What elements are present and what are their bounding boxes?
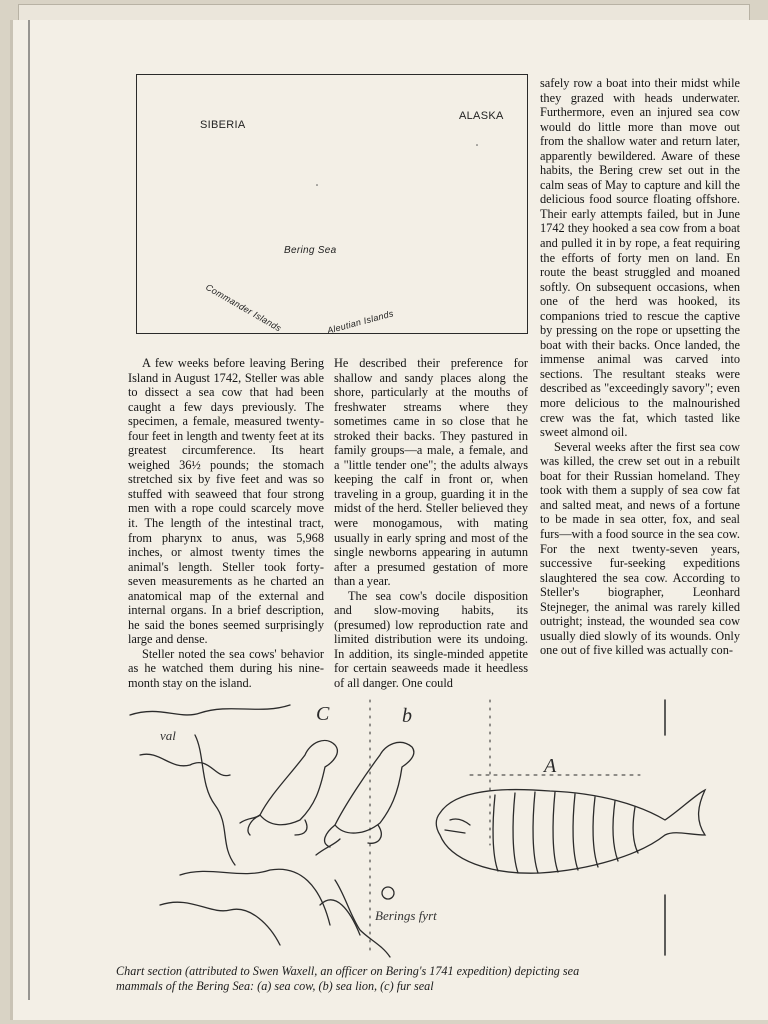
- paragraph: Steller noted the sea cows' behavior as he watched them during his nine-month stay on the island.: [128, 646, 324, 691]
- label-c-fur-seal: C: [316, 703, 330, 725]
- binding-line: [28, 20, 30, 1000]
- chart-drawing: [120, 695, 760, 960]
- label-a-sea-cow: A: [544, 755, 557, 777]
- chart-script: val: [160, 728, 176, 743]
- chart-script-berings-fyrt: Berings fyrt: [375, 908, 437, 923]
- paragraph: safely row a boat into their midst while they grazed with heads underwater. Furthermore, even an injured sea cow would do little more than move out from the shallow water and return later, apparently bewildered. Aware of these habits, the Bering crew set out in the calm seas of May to capture and kill the delicious food source floating offshore. Their early attempts failed, but in June 1742 they hooked a sea cow from a boat and pulled it in by rope, a feat requiring the efforts of forty men on land. En route the beast struggled and moaned softly. On subsequent occasions, when one of the herd was hooked, its companions tried to rescue the captive by pressing on the rope or upsetting the boat with their backs. Once landed, the immense animal was carved into sections. The resultant steaks were described as "exceedingly savory"; even more delicious to the malnourished crew was the fat, which tasted like sweet almond oil.: [540, 76, 740, 440]
- map-label-bering-sea: Bering Sea: [284, 245, 337, 256]
- map-label-alaska: ALASKA: [459, 110, 504, 122]
- article-column-2: [334, 356, 528, 691]
- paragraph: Several weeks after the first sea cow was killed, the crew set out in a rebuilt boat for their Russian homeland. They took with them a supply of sea cow fat and salted meat, and news of a fortune to be made in sea otter, fox, and seal furs—with a food source in the sea cow. For the next twenty-seven years, successive fur-seeking expeditions slaughtered the sea cow. According to Steller's biographer, Leonhard Stejneger, the animal was rarely killed outright; instead, the wounded sea cow usually died slowly of its wounds. Only one out of five killed was actually con-: [540, 439, 740, 658]
- label-b-sea-lion: b: [402, 705, 412, 727]
- map-label-siberia: SIBERIA: [200, 119, 246, 131]
- paragraph: A few weeks before leaving Bering Island in August 1742, Steller was able to dissect a sea cow that had been caught a few days previously. The specimen, a female, measured twenty-four feet in length and twenty feet at its greatest circumference. Its heart weighed 36½ pounds; the stomach stretched six by five feet and was so stuffed with seaweed that four strong men with a rope could scarcely move it. The length of the intestinal tract, from pharynx to anus, was 5,968 inches, or almost twenty times the animal's length. Steller took forty-seven measurements as he charted an anatomical map of the external and internal organs. In a brief description, he said the bones seemed surprisingly large and dense.: [128, 356, 324, 647]
- article-column-1: [128, 356, 324, 691]
- article-column-3: [540, 76, 740, 658]
- paragraph: The sea cow's docile disposition and slow-moving habits, its (presumed) low reproduction rate and limited distribution were its undoing. In addition, its single-minded appetite for certain seaweeds made it heedless of all danger. One could: [334, 588, 528, 691]
- figure-caption: Chart section (attributed to Swen Waxell, an officer on Bering's 1741 expedition) depicting sea mammals of the Bering Sea: (a) sea cow, (b) sea lion, (c) fur seal: [116, 964, 580, 993]
- waxell-chart-illustration: [120, 695, 760, 960]
- map-label-aleutian-islands: Aleutian Islands: [326, 308, 395, 336]
- paragraph: He described their preference for shallow and sandy places along the shore, particularly at the mouths of freshwater streams where they sometimes came in so close that he stroked their backs. They pastured in family groups—a male, a female, and a "little tender one"; the adults always keeping the calf in front or, when traveling in a group, guarding it in the midst of the herd. Steller believed they were monogamous, with mating usually in early spring and most of the single newborns appearing in autumn after a presumed gestation of more than a year.: [334, 356, 528, 589]
- map-label-commander-islands: Commander Islands: [204, 282, 284, 334]
- bering-sea-map: [136, 74, 528, 334]
